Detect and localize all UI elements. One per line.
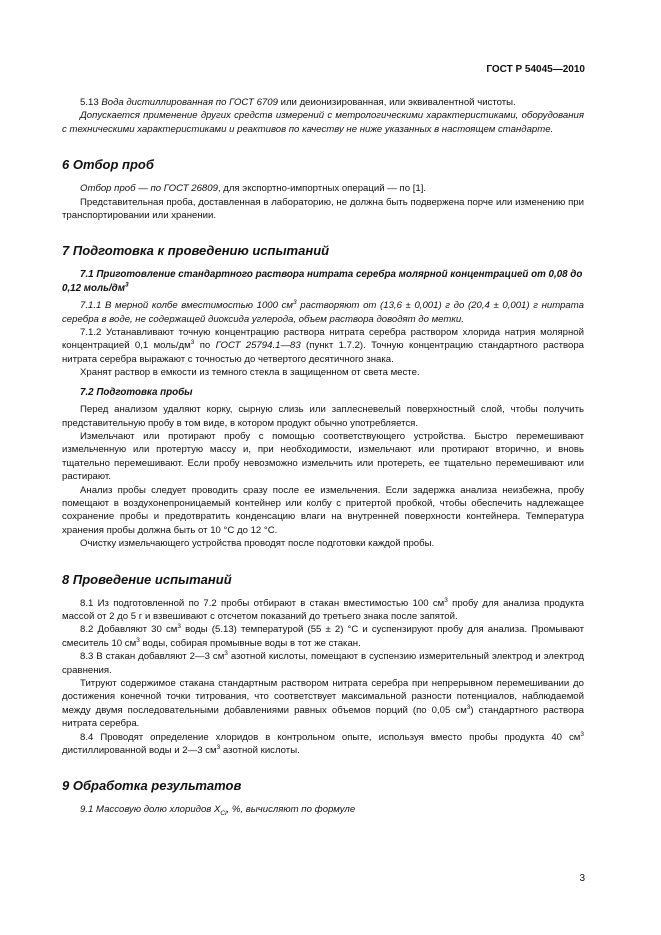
superscript: 3 xyxy=(177,623,181,631)
superscript: 3 xyxy=(580,730,584,738)
superscript: 3 xyxy=(124,281,129,289)
paragraph-7-1-2 xyxy=(62,326,584,366)
text: 8.3 В стакан добавляют 2—3 см xyxy=(80,651,225,663)
paragraph-7-2-b: Измельчают или протирают пробу с помощью соответствующего устройства. Быстро перемешивают измельченную или протертую массу и, при необходимости, измельчают или протирают вторично, и вновь тщательно перемешивают. Если пробу невозможно измельчить или протереть, ее тщательно перемешивают или растирают. xyxy=(62,430,584,483)
italic-text: ГОСТ 25794.1—83 xyxy=(215,340,301,352)
text: дистиллированной воды и 2—3 см xyxy=(62,745,217,757)
paragraph-9-1 xyxy=(62,803,584,816)
paragraph-5-13 xyxy=(62,96,584,109)
standard-number: ГОСТ Р 54045—2010 xyxy=(486,64,585,75)
subsection-7-2-title: 7.2 Подготовка пробы xyxy=(80,386,193,398)
text: 7.1.2 Устанавливают точную концентрацию раствора нитрата серебра раствором хлорида натрия молярной концентрацией 0,1 моль/дм xyxy=(62,327,584,352)
page-content xyxy=(62,96,584,817)
section-8-title: 8 Проведение испытаний xyxy=(62,571,232,587)
subscript: Cl xyxy=(220,810,227,818)
text: или деионизированная, или эквивалентной чистоты. xyxy=(277,97,516,108)
paragraph-7-2-d: Очистку измельчающего устройства проводят после подготовки каждой пробы. xyxy=(80,538,435,550)
section-9-title: 9 Обработка результатов xyxy=(62,778,242,794)
paragraph-6-1 xyxy=(62,182,584,195)
superscript: 3 xyxy=(136,636,140,644)
text: азотной кислоты. xyxy=(220,745,300,757)
paragraph-7-2-a: Перед анализом удаляют корку, сырную слизь или заплесневелый поверхностный слой, чтобы получить представительную пробу в том виде, в котором продукт обычно употребляется. xyxy=(62,404,584,429)
section-6-title: 6 Отбор проб xyxy=(62,157,154,173)
text: 8.1 Из подготовленной по 7.2 пробы отбирают в стакан вместимостью 100 см xyxy=(80,597,445,609)
text: азотной кислоты, помещают в суспензию измерительный электрод и электрод сравнения. xyxy=(62,651,584,676)
text: воды, собирая промывные воды в тот же стакан. xyxy=(139,637,361,649)
text: Титруют содержимое стакана стандартным раствором нитрата серебра при непрерывном перемешивании до достижения конечной точки титрования, что соответствует максимальной разности потенциалов, наблюдаемой между двумя последовательными добавлениями равных объемов порций (по 0,05 см xyxy=(62,678,584,716)
superscript: 3 xyxy=(216,743,221,751)
paragraph-8-3 xyxy=(62,650,584,677)
italic-text: растворяют от (13,6 ± 0,001) г до (20,4 ± 0,001) г нитрата серебра в воде, не содержащей диоксида углерода, объем раствора доводят до метки. xyxy=(62,300,584,325)
italic-text: 9.1 Массовую долю хлоридов xyxy=(80,804,214,816)
subsection-7-1-title xyxy=(62,268,584,295)
section-7-title: 7 Подготовка к проведению испытаний xyxy=(62,243,330,259)
superscript: 3 xyxy=(293,299,297,307)
text: , для экспортно-импортных операций — по [1]. xyxy=(217,183,427,195)
paragraph-6-2: Представительная проба, доставленная в лабораторию, не должна быть подвержена порче или изменению при транспортировании или хранении. xyxy=(62,196,584,222)
text: воды (5.13) температурой (55 ± 2) °С и суспензируют пробу для анализа. Промывают смеситель 10 см xyxy=(62,624,585,649)
clause-number: 5.13 xyxy=(80,97,102,108)
text: ) стандартного раствора нитрата серебра. xyxy=(62,704,584,730)
text: 8.4 Проводят определение хлоридов в контрольном опыте, используя вместо пробы продукта 40 см xyxy=(80,731,581,743)
paragraph-8-1 xyxy=(62,597,584,624)
italic-text: 7.1.1 В мерной колбе вместимостью 1000 см xyxy=(80,300,293,312)
paragraph-8-4 xyxy=(62,731,584,758)
paragraph-5-13-note xyxy=(62,109,584,136)
italic-text: Допускается применение других средств измерений с метрологическими характеристиками, оборудования с техническими характеристиками и реактивов по качеству не ниже указанных в настоящем стандарте. xyxy=(62,110,584,135)
variable: X xyxy=(213,804,221,816)
text: по xyxy=(194,340,216,352)
paragraph-7-2-c: Анализ пробы следует проводить сразу после ее измельчения. Если задержка анализа неизбежна, пробу помещают в воздухонепроницаемый контейнер или колбу с притертой пробкой, чтобы обеспечить надлежащее сохранение пробы и предотвратить конденсацию влаги на внутренней поверхности контейнера. Температура хранения пробы должна быть от 10 °С до 12 °С. xyxy=(62,484,584,536)
page-number: 3 xyxy=(579,873,585,884)
heading-text: 7.1 Приготовление стандартного раствора нитрата серебра молярной концентрацией от 0,08 до 0,12 моль/дм xyxy=(62,269,583,294)
text: (пункт 1.7.2). Точную концентрацию стандартного раствора нитрата серебра выражают с точностью до четвертого десятичного знака. xyxy=(62,340,584,365)
paragraph-7-1-3: Хранят раствор в емкости из темного стекла в защищенном от света месте. xyxy=(80,367,420,379)
paragraph-8-3-titration xyxy=(62,677,584,731)
superscript: 3 xyxy=(224,650,228,657)
paragraph-8-2 xyxy=(62,623,584,650)
italic-text: Вода дистиллированная по ГОСТ 6709 xyxy=(101,97,278,108)
text: 8.2 Добавляют 30 см xyxy=(80,624,178,636)
italic-text: , %, вычисляют по формуле xyxy=(226,804,356,816)
superscript: 3 xyxy=(190,339,195,347)
paragraph-7-1-1 xyxy=(62,299,584,326)
text: пробу для анализа продукта массой от 2 до 5 г и взвешивают с отсчетом показаний до третьего знака после запятой. xyxy=(62,597,584,622)
italic-text: Отбор проб — по ГОСТ 26809 xyxy=(80,183,218,195)
superscript: 3 xyxy=(466,703,471,711)
superscript: 3 xyxy=(444,596,448,604)
